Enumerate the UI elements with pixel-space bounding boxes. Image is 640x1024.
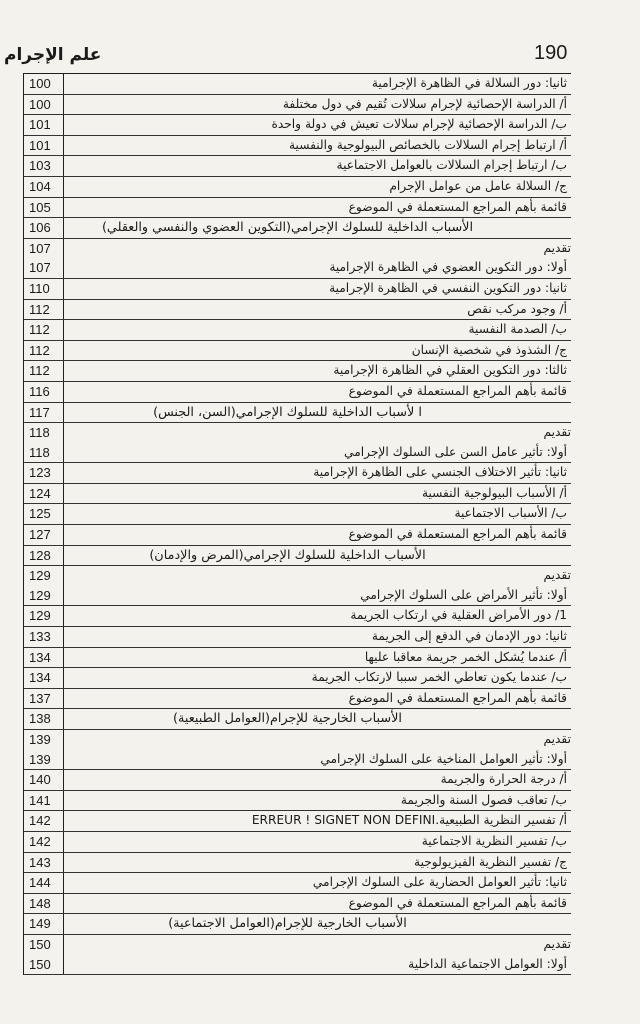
toc-page-number: 105 <box>24 198 64 218</box>
toc-page-number: 123 <box>24 463 64 483</box>
toc-entry-title: ا لأسباب الداخلية للسلوك الإجرامي(السن، الجنس) <box>153 404 422 420</box>
toc-entry-title: ثانيا: دور الإدمان في الدفع إلى الجريمة <box>371 629 567 644</box>
toc-page-number: 133 <box>24 627 64 647</box>
toc-entry-title: أولا: تأثير عامل السن على السلوك الإجرامي <box>344 444 567 459</box>
toc-row <box>24 689 571 710</box>
toc-row <box>24 627 571 648</box>
toc-entry-title: ب/ الدراسة الإحصائية لإجرام سلالات تعيش في دولة واحدة <box>271 117 567 132</box>
toc-row <box>24 832 571 853</box>
toc-entry-title: تقديم <box>543 568 571 583</box>
toc-page-number: 104 <box>24 177 64 197</box>
toc-page-number: 116 <box>24 382 64 402</box>
toc-page-number: 127 <box>24 525 64 545</box>
toc-page-number: 110 <box>24 279 64 299</box>
toc-page-number: 148 <box>24 894 64 914</box>
toc-page-number: 139 <box>24 730 64 750</box>
toc-chapter-row <box>24 914 571 935</box>
toc-entry-title: الأسباب الخارجية للإجرام(العوامل الاجتماعية) <box>168 916 407 932</box>
toc-row <box>24 791 571 812</box>
toc-row <box>24 443 571 464</box>
toc-row <box>24 198 571 219</box>
toc-page-number: 142 <box>24 811 64 831</box>
toc-row <box>24 811 571 832</box>
toc-page-number: 137 <box>24 689 64 709</box>
toc-row <box>24 382 571 403</box>
toc-entry-title: أولا: تأثير الأمراض على السلوك الإجرامي <box>360 587 567 602</box>
toc-row <box>24 770 571 791</box>
toc-chapter-row <box>24 546 571 567</box>
toc-page-number: 129 <box>24 606 64 626</box>
toc-row <box>24 525 571 546</box>
toc-entry-title: الأسباب الداخلية للسلوك الإجرامي(المرض والإدمان) <box>149 547 426 563</box>
toc-row <box>24 136 571 157</box>
toc-page-number: 141 <box>24 791 64 811</box>
table-of-contents <box>23 73 571 975</box>
running-head: علم الإجرام <box>4 45 102 65</box>
toc-entry-title: أولا: تأثير العوامل المناخية على السلوك الإجرامي <box>320 751 567 766</box>
toc-entry-title: تقديم <box>543 936 571 951</box>
toc-entry-title: ب/ ارتباط إجرام السلالات بالعوامل الاجتماعية <box>336 158 567 173</box>
toc-page-number: 128 <box>24 546 64 566</box>
toc-row <box>24 239 571 259</box>
toc-row <box>24 320 571 341</box>
toc-row <box>24 115 571 136</box>
toc-entry-title: ثانيا: دور التكوين النفسي في الظاهرة الإجرامية <box>329 280 567 295</box>
toc-row <box>24 341 571 362</box>
toc-entry-title: أ/ عندما يُشكل الخمر جريمة معاقبا عليها <box>364 649 567 664</box>
toc-entry-title: ثانيا: تأثير العوامل الحضارية على السلوك الإجرامي <box>312 875 567 890</box>
toc-page-number: 134 <box>24 668 64 688</box>
toc-entry-title: ج/ السلالة عامل من عوامل الإجرام <box>389 178 567 193</box>
toc-entry-title: أ/ وجود مركب نقص <box>467 301 567 316</box>
toc-row <box>24 586 571 607</box>
toc-row <box>24 894 571 915</box>
toc-row <box>24 955 571 976</box>
toc-page-number: 117 <box>24 403 64 423</box>
toc-entry-title: ب/ الصدمة النفسية <box>468 322 567 337</box>
toc-page-number: 150 <box>24 935 64 955</box>
toc-row <box>24 648 571 669</box>
toc-page-number: 112 <box>24 361 64 381</box>
toc-page-number: 100 <box>24 74 64 94</box>
toc-entry-title: الأسباب الخارجية للإجرام(العوامل الطبيعية) <box>173 711 402 727</box>
toc-entry-title: تقديم <box>543 240 571 255</box>
toc-page-number: 100 <box>24 95 64 115</box>
page-number: 190 <box>534 42 568 64</box>
toc-row <box>24 853 571 874</box>
toc-page-number: 101 <box>24 115 64 135</box>
toc-entry-title: ثانيا: دور السلالة في الظاهرة الإجرامية <box>371 76 567 90</box>
toc-entry-title: ب/ تعاقب فصول السنة والجريمة <box>400 792 567 807</box>
toc-entry-title: أ/ تفسير النظرية الطبيعية.ERREUR ! SIGNET NON DEFINI <box>251 813 567 828</box>
toc-entry-title: ثانيا: تأثير الاختلاف الجنسي على الظاهرة الإجرامية <box>313 465 567 480</box>
toc-row <box>24 606 571 627</box>
toc-row <box>24 423 571 443</box>
toc-row <box>24 361 571 382</box>
toc-entry-title: ج/ تفسير النظرية الفيزيولوجية <box>414 854 567 869</box>
toc-entry-title: أ/ الأسباب البيولوجية النفسية <box>421 485 567 500</box>
toc-row <box>24 935 571 955</box>
toc-page-number: 134 <box>24 648 64 668</box>
toc-row <box>24 484 571 505</box>
toc-page-number: 150 <box>24 955 64 975</box>
toc-chapter-row <box>24 218 571 239</box>
toc-page-number: 124 <box>24 484 64 504</box>
toc-entry-title: ج/ الشذوذ في شخصية الإنسان <box>411 342 567 357</box>
toc-page-number: 138 <box>24 709 64 729</box>
toc-page-number: 144 <box>24 873 64 893</box>
toc-entry-title: أ/ درجة الحرارة والجريمة <box>440 772 567 787</box>
toc-page-number: 129 <box>24 586 64 606</box>
toc-entry-title: قائمة بأهم المراجع المستعملة في الموضوع <box>348 527 567 542</box>
toc-entry-title: أولا: العوامل الاجتماعية الداخلية <box>408 956 567 971</box>
toc-page-number: 149 <box>24 914 64 934</box>
toc-entry-title: ب/ تفسير النظرية الاجتماعية <box>421 833 567 848</box>
toc-entry-title: الأسباب الداخلية للسلوك الإجرامي(التكوين العضوي والنفسي والعقلي) <box>101 220 474 236</box>
toc-page-number: 143 <box>24 853 64 873</box>
toc-row <box>24 504 571 525</box>
toc-entry-title: أ/ الدراسة الإحصائية لإجرام سلالات تُقيم في دول مختلفة <box>282 96 567 111</box>
toc-entry-title: قائمة بأهم المراجع المستعملة في الموضوع <box>348 690 567 705</box>
toc-row <box>24 873 571 894</box>
toc-entry-title: قائمة بأهم المراجع المستعملة في الموضوع <box>348 895 567 910</box>
toc-row <box>24 258 571 279</box>
toc-page-number: 103 <box>24 156 64 176</box>
toc-entry-title: ثالثا: دور التكوين العقلي في الظاهرة الإجرامية <box>333 363 567 378</box>
toc-entry-title: 1/ دور الأمراض العقلية في ارتكاب الجريمة <box>350 608 567 623</box>
toc-row <box>24 279 571 300</box>
toc-page-number: 107 <box>24 258 64 278</box>
toc-entry-title: قائمة بأهم المراجع المستعملة في الموضوع <box>348 199 567 214</box>
toc-page-number: 118 <box>24 443 64 463</box>
toc-page-number: 140 <box>24 770 64 790</box>
toc-page-number: 142 <box>24 832 64 852</box>
toc-page-number: 101 <box>24 136 64 156</box>
toc-entry-title: ب/ عندما يكون تعاطي الخمر سببا لارتكاب الجريمة <box>311 670 567 685</box>
toc-entry-title: قائمة بأهم المراجع المستعملة في الموضوع <box>348 383 567 398</box>
toc-page-number: 112 <box>24 320 64 340</box>
toc-entry-title: ب/ الأسباب الاجتماعية <box>454 506 567 521</box>
toc-chapter-row <box>24 403 571 424</box>
toc-row <box>24 730 571 750</box>
toc-row <box>24 95 571 116</box>
toc-entry-title: أولا: دور التكوين العضوي في الظاهرة الإجرامية <box>329 260 567 275</box>
toc-page-number: 125 <box>24 504 64 524</box>
toc-page-number: 106 <box>24 218 64 238</box>
toc-row <box>24 300 571 321</box>
toc-row <box>24 463 571 484</box>
toc-page-number: 118 <box>24 423 64 443</box>
toc-page-number: 112 <box>24 300 64 320</box>
toc-page-number: 129 <box>24 566 64 586</box>
toc-row <box>24 750 571 771</box>
toc-row <box>24 668 571 689</box>
toc-entry-title: أ/ ارتباط إجرام السلالات بالخصائص البيولوجية والنفسية <box>288 137 567 152</box>
toc-page-number: 112 <box>24 341 64 361</box>
toc-row <box>24 156 571 177</box>
toc-page-number: 139 <box>24 750 64 770</box>
toc-chapter-row <box>24 709 571 730</box>
toc-entry-title: تقديم <box>543 732 571 746</box>
toc-row <box>24 566 571 586</box>
toc-row <box>24 177 571 198</box>
toc-row <box>24 74 571 95</box>
toc-entry-title: تقديم <box>543 425 571 440</box>
toc-page-number: 107 <box>24 239 64 259</box>
